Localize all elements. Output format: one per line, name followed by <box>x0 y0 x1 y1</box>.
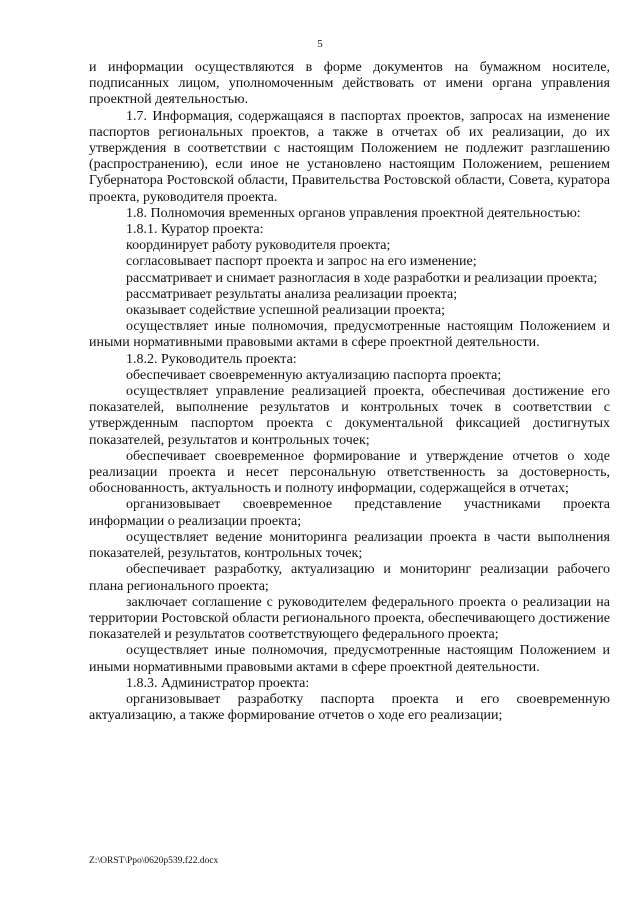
list-item: организовывает разработку паспорта проекта и его своевременную актуализацию, а также формирование отчетов о ходе его реализации; <box>89 691 610 724</box>
list-item: осуществляет иные полномочия, предусмотренные настоящим Положением и иными нормативными правовыми актами в сфере проектной деятельности. <box>89 643 610 675</box>
list-item: рассматривает и снимает разногласия в ходе разработки и реализации проекта; <box>126 270 598 286</box>
footer-file-path: Z:\ORST\Ppo\0620p539.f22.docx <box>89 856 219 866</box>
list-item: координирует работу руководителя проекта; <box>126 238 391 254</box>
list-item: оказывает содействие успешной реализации проекта; <box>126 303 445 319</box>
list-item: осуществляет управление реализацией проекта, обеспечивая достижение его показателей, выполнение результатов и контрольных точек в соответствии с утвержденным паспортом проекта с документальной фиксацией достигнутых показателей, результатов и контрольных точек; <box>89 384 610 448</box>
document-body <box>89 60 610 724</box>
list-item: согласовывает паспорт проекта и запрос на его изменение; <box>126 254 477 270</box>
list-item: обеспечивает своевременное формирование и утверждение отчетов о ходе реализации проекта и несет персональную ответственность за достоверность, обоснованность, актуальность и полноту информации, содержащейся в отчетах; <box>89 448 610 497</box>
list-item: осуществляет ведение мониторинга реализации проекта в части выполнения показателей, результатов, контрольных точек; <box>89 529 610 562</box>
paragraph: 1.8. Полномочия временных органов управления проектной деятельностью: <box>126 205 581 221</box>
list-item: обеспечивает разработку, актуализацию и мониторинг реализации рабочего плана регионального проекта; <box>89 562 610 594</box>
paragraph: 1.7. Информация, содержащаяся в паспортах проектов, запросах на изменение паспортов региональных проектов, а также в отчетах об их реализации, до их утверждения в соответствии с настоящим Положением не подлежит разглашению (распространению), если иное не установлено настоящим Положением, решением Губернатора Ростовской области, Правительства Ростовской области, Совета, куратора проекта, руководителя проекта. <box>89 108 610 205</box>
page-number: 5 <box>317 38 323 50</box>
section-heading: 1.8.2. Руководитель проекта: <box>126 351 297 367</box>
list-item: организовывает своевременное представление участниками проекта информации о реализации проекта; <box>89 497 610 529</box>
section-heading: 1.8.1. Куратор проекта: <box>126 222 264 238</box>
list-item: рассматривает результаты анализа реализации проекта; <box>126 286 458 302</box>
list-item: заключает соглашение с руководителем федерального проекта о реализации на территории Ростовской области регионального проекта, обеспечивающего достижение показателей и результатов соответствующего федерального проекта; <box>89 594 610 643</box>
list-item: осуществляет иные полномочия, предусмотренные настоящим Положением и иными нормативными правовыми актами в сфере проектной деятельности. <box>89 319 610 351</box>
list-item: обеспечивает своевременную актуализацию паспорта проекта; <box>126 367 502 383</box>
paragraph: и информации осуществляются в форме документов на бумажном носителе, подписанных лицом, уполномоченным действовать от имени органа управления проектной деятельностью. <box>89 60 610 108</box>
section-heading: 1.8.3. Администратор проекта: <box>126 675 310 691</box>
